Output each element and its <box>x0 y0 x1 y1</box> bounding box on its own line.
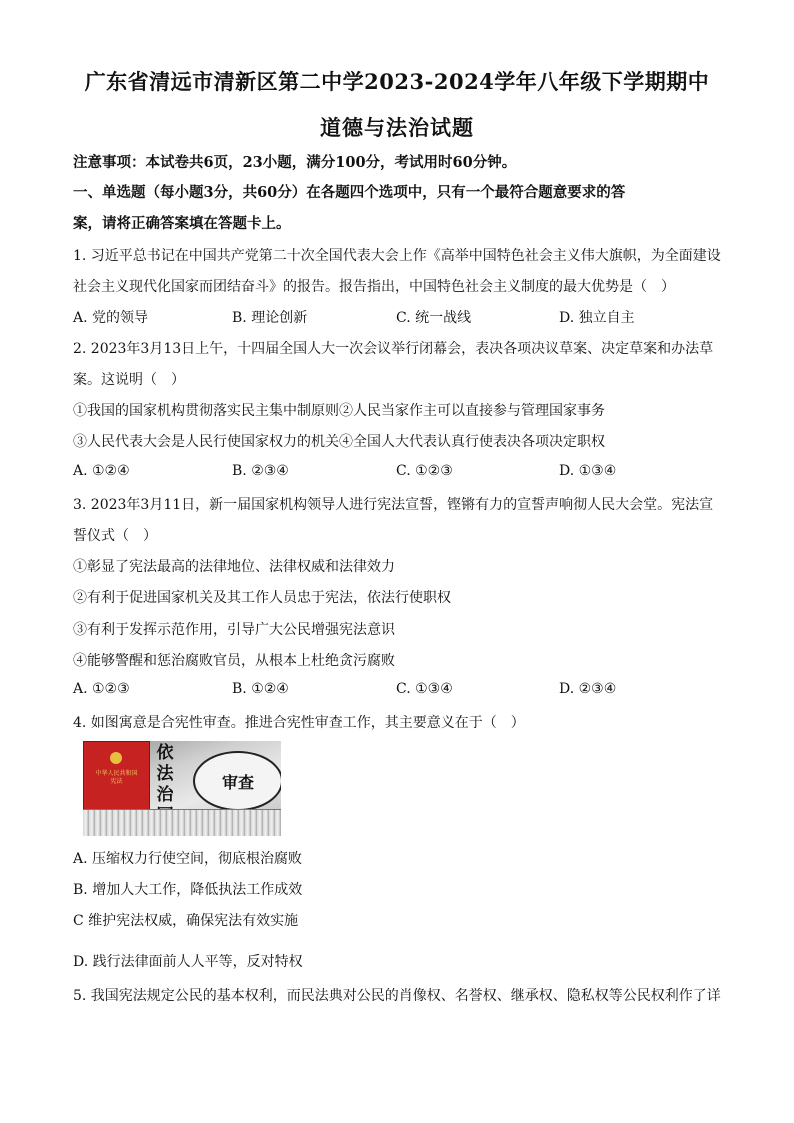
exam-title: 广东省清远市清新区第二中学2023-2024学年八年级下学期期中 <box>84 69 710 94</box>
q3-statement-4: ④能够警醒和惩治腐败官员，从根本上杜绝贪污腐败 <box>73 653 395 669</box>
q4-stem: 4. 如图寓意是合宪性审查。推进合宪性审查工作，其主要意义在于（ ） <box>73 715 525 731</box>
q1-option-d: D. 独立自主 <box>559 310 635 326</box>
q4-option-b: B. 增加人大工作，降低执法工作成效 <box>73 882 303 898</box>
q2-option-a: A. ①②④ <box>73 463 130 479</box>
q4-option-a: A. 压缩权力行使空间，彻底根治腐败 <box>73 851 303 867</box>
q2-statement-2: ③人民代表大会是人民行使国家权力的机关④全国人大代表认真行使表决各项决定职权 <box>73 434 605 450</box>
q2-options <box>73 463 733 483</box>
q3-statement-1: ①彰显了宪法最高的法律地位、法律权威和法律效力 <box>73 559 395 575</box>
section-heading-line1: 一、单选题（每小题3分，共60分）在各题四个选项中，只有一个最符合题意要求的答 <box>73 184 626 201</box>
q3-statement-3: ③有利于发挥示范作用，引导广大公民增强宪法意识 <box>73 622 395 638</box>
q3-stem-line1: 3. 2023年3月11日，新一届国家机构领导人进行宪法宣誓，铿锵有力的宣誓声响彻人民大会堂。宪法宣 <box>73 497 714 513</box>
national-emblem-icon <box>110 752 122 764</box>
q2-stem-line1: 2. 2023年3月13日上午，十四届全国人大一次会议举行闭幕会，表决各项决议草案、决定草案和办法草 <box>73 341 714 357</box>
q1-stem-line2: 社会主义现代化国家而团结奋斗》的报告。报告指出，中国特色社会主义制度的最大优势是（ ） <box>73 279 675 295</box>
q2-option-b: B. ②③④ <box>232 463 289 479</box>
q3-options <box>73 681 733 701</box>
q3-option-b: B. ①②④ <box>232 681 289 697</box>
q3-stem-line2: 誓仪式（ ） <box>73 528 157 544</box>
q1-option-c: C. 统一战线 <box>396 310 472 326</box>
q3-statement-2: ②有利于促进国家机关及其工作人员忠于宪法，依法行使职权 <box>73 590 451 606</box>
q4-option-d: D. 践行法律面前人人平等，反对特权 <box>73 954 303 970</box>
rule-of-law-slogan: 依法治 <box>156 743 174 805</box>
q2-stem-line2: 案。这说明（ ） <box>73 372 185 388</box>
constitution-book <box>83 741 150 818</box>
q2-statement-1: ①我国的国家机构贯彻落实民主集中制原则②人民当家作主可以直接参与管理国家事务 <box>73 403 605 419</box>
q3-option-a: A. ①②③ <box>73 681 130 697</box>
book-title: 中华人民共和国 宪法 <box>95 770 138 785</box>
q1-option-b: B. 理论创新 <box>232 310 308 326</box>
review-speech-bubble: 审查 <box>193 751 281 811</box>
q1-option-a: A. 党的领导 <box>73 310 149 326</box>
constitution-review-illustration <box>83 741 281 836</box>
q3-option-c: C. ①③④ <box>396 681 453 697</box>
q1-options <box>73 307 733 327</box>
q2-option-c: C. ①②③ <box>396 463 453 479</box>
q4-option-c: C 维护宪法权威，确保宪法有效实施 <box>73 913 299 929</box>
q5-stem-line1: 5. 我国宪法规定公民的基本权利，而民法典对公民的肖像权、名誉权、继承权、隐私权等公民权利作了详 <box>73 988 721 1004</box>
open-book-pages <box>83 809 281 836</box>
q1-stem-line1: 1. 习近平总书记在中国共产党第二十次全国代表大会上作《高举中国特色社会主义伟大旗帜，为全面建设 <box>73 248 721 264</box>
exam-subtitle: 道德与法治试题 <box>320 115 474 140</box>
notice: 注意事项：本试卷共6页，23小题，满分100分，考试用时60分钟。 <box>73 154 517 171</box>
section-heading-line2: 案，请将正确答案填在答题卡上。 <box>73 215 291 232</box>
q3-option-d: D. ②③④ <box>559 681 617 697</box>
q2-option-d: D. ①③④ <box>559 463 617 479</box>
